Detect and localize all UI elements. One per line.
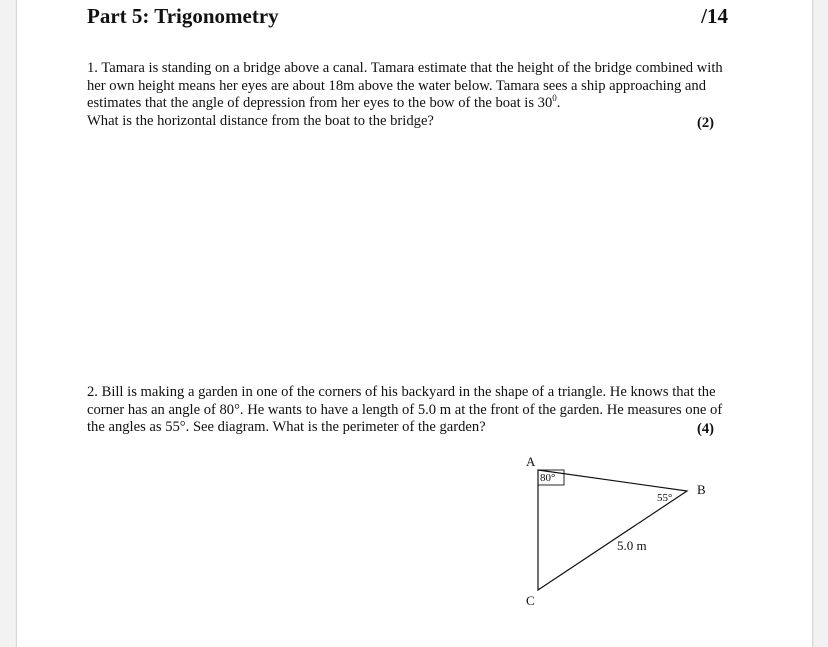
angle-b-label: 55° (657, 492, 673, 504)
triangle-shape (538, 470, 687, 590)
question-1-degree-mark: 0 (552, 93, 557, 104)
question-1-line4: What is the horizontal distance from the boat to the bridge? (87, 112, 434, 129)
question-2-marks: (4) (697, 421, 715, 437)
question-1-period: . (556, 95, 561, 111)
vertex-a-label: A (526, 454, 536, 469)
side-bc-label: 5.0 m (617, 538, 647, 553)
section-title: Part 5: Trigonometry (87, 4, 279, 28)
worksheet-page (16, 0, 813, 647)
question-1 (87, 60, 727, 130)
question-1-marks: (2) (697, 115, 715, 131)
question-2 (87, 384, 727, 437)
angle-a-label: 80° (540, 472, 556, 484)
triangle-diagram (517, 448, 727, 618)
question-2-text: 2. Bill is making a garden in one of the corners of his backyard in the shape of a triangle. He knows that the corner has an angle of 80°. He wants to have a length of 5.0 m at the front of the garden. He measures one of the angles as 55°. See diagram. What is the perimeter of the garden? (87, 384, 723, 435)
vertex-b-label: B (697, 482, 706, 497)
vertex-c-label: C (526, 593, 535, 608)
question-1-text: 1. Tamara is standing on a bridge above a canal. Tamara estimate that the height of the bridge combined with her own height means her eyes are about 18m above the water below. Tamara sees a ship approaching and estimates that the angle of depression from her eyes to the bow of the boat is 30 (87, 60, 723, 111)
total-score: /14 (701, 4, 728, 28)
